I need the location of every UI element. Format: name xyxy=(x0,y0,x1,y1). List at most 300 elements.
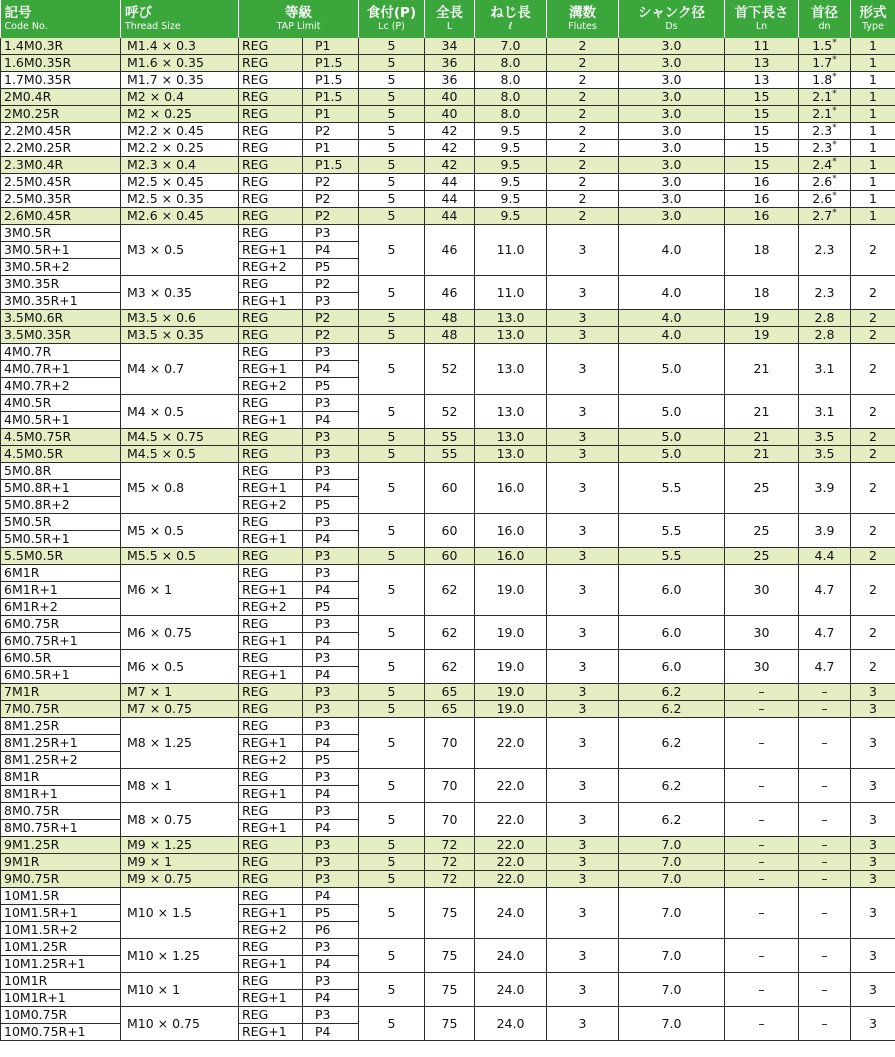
neck-length-cell: 13 xyxy=(725,72,799,89)
neck-diameter-cell xyxy=(799,225,851,276)
tap-limit-p-cell: P5 xyxy=(303,905,359,922)
type-cell: 1 xyxy=(851,89,895,106)
chamfer-cell: 5 xyxy=(359,344,425,395)
code-cell: 5M0.8R+2 xyxy=(1,497,121,514)
code-cell: 6M0.75R+1 xyxy=(1,633,121,650)
length-cell: 44 xyxy=(425,208,475,225)
neck-diameter-cell xyxy=(799,769,851,803)
thread-length-cell: 9.5 xyxy=(475,208,547,225)
tap-limit-grade-cell: REG xyxy=(239,718,303,735)
length-cell: 46 xyxy=(425,225,475,276)
tap-limit-p-cell: P3 xyxy=(303,718,359,735)
tap-limit-p-cell: P1 xyxy=(303,106,359,123)
flutes-cell: 3 xyxy=(547,803,619,837)
shank-cell: 3.0 xyxy=(619,174,725,191)
neck-diameter-cell xyxy=(799,871,851,888)
length-cell: 34 xyxy=(425,38,475,55)
length-cell: 62 xyxy=(425,616,475,650)
type-cell: 1 xyxy=(851,208,895,225)
neck-diameter-value: – xyxy=(821,837,828,852)
code-cell: 6M0.75R xyxy=(1,616,121,633)
neck-length-cell: 15 xyxy=(725,157,799,174)
shank-cell: 3.0 xyxy=(619,140,725,157)
tap-limit-grade-cell: REG+1 xyxy=(239,956,303,973)
neck-diameter-cell xyxy=(799,429,851,446)
neck-diameter-value: 2.1 xyxy=(812,89,833,104)
shank-cell: 5.5 xyxy=(619,463,725,514)
asterisk-mark: * xyxy=(832,190,837,201)
tap-limit-grade-cell: REG+1 xyxy=(239,531,303,548)
shank-cell: 4.0 xyxy=(619,310,725,327)
tap-limit-p-cell: P2 xyxy=(303,327,359,344)
neck-length-cell: 18 xyxy=(725,225,799,276)
table-row xyxy=(1,684,895,701)
neck-length-cell: – xyxy=(725,718,799,769)
flutes-cell: 3 xyxy=(547,769,619,803)
table-row xyxy=(1,616,895,633)
code-cell: 4.5M0.5R xyxy=(1,446,121,463)
tap-limit-grade-cell: REG xyxy=(239,310,303,327)
flutes-cell: 3 xyxy=(547,446,619,463)
thread-length-cell: 8.0 xyxy=(475,55,547,72)
thread-size-cell: M2 × 0.25 xyxy=(121,106,239,123)
tap-limit-grade-cell: REG+1 xyxy=(239,582,303,599)
tap-limit-grade-cell: REG+2 xyxy=(239,752,303,769)
tap-limit-p-cell: P3 xyxy=(303,684,359,701)
tap-limit-grade-cell: REG+1 xyxy=(239,820,303,837)
neck-length-cell: 21 xyxy=(725,395,799,429)
neck-diameter-cell xyxy=(799,684,851,701)
thread-length-cell: 22.0 xyxy=(475,718,547,769)
table-row xyxy=(1,565,895,582)
shank-cell: 7.0 xyxy=(619,888,725,939)
chamfer-cell: 5 xyxy=(359,650,425,684)
neck-diameter-cell xyxy=(799,38,851,55)
thread-size-cell: M10 × 1.5 xyxy=(121,888,239,939)
neck-diameter-value: – xyxy=(821,981,828,997)
asterisk-mark: * xyxy=(832,54,837,65)
neck-diameter-value: 2.3 xyxy=(812,123,833,138)
code-cell: 10M1R+1 xyxy=(1,990,121,1007)
thread-size-cell: M3.5 × 0.6 xyxy=(121,310,239,327)
tap-limit-grade-cell: REG+1 xyxy=(239,361,303,378)
neck-diameter-cell xyxy=(799,514,851,548)
thread-length-cell: 22.0 xyxy=(475,871,547,888)
chamfer-cell: 5 xyxy=(359,684,425,701)
code-cell: 4M0.7R xyxy=(1,344,121,361)
neck-diameter-cell xyxy=(799,565,851,616)
shank-cell: 5.0 xyxy=(619,429,725,446)
shank-cell: 5.5 xyxy=(619,548,725,565)
neck-diameter-value: 2.6 xyxy=(812,191,833,206)
tap-limit-p-cell: P1.5 xyxy=(303,55,359,72)
code-cell: 3.5M0.6R xyxy=(1,310,121,327)
table-row xyxy=(1,514,895,531)
type-cell: 2 xyxy=(851,344,895,395)
code-cell: 8M0.75R xyxy=(1,803,121,820)
table-row xyxy=(1,548,895,565)
shank-cell: 4.0 xyxy=(619,225,725,276)
tap-limit-grade-cell: REG+1 xyxy=(239,905,303,922)
tap-limit-p-cell: P4 xyxy=(303,412,359,429)
tap-limit-p-cell: P3 xyxy=(303,446,359,463)
thread-length-cell: 19.0 xyxy=(475,565,547,616)
type-cell: 2 xyxy=(851,310,895,327)
tap-limit-p-cell: P6 xyxy=(303,922,359,939)
flutes-cell: 3 xyxy=(547,344,619,395)
type-cell: 1 xyxy=(851,174,895,191)
table-row xyxy=(1,871,895,888)
length-cell: 62 xyxy=(425,565,475,616)
code-cell: 8M1.25R+2 xyxy=(1,752,121,769)
neck-diameter-value: 1.5 xyxy=(812,38,833,53)
tap-limit-p-cell: P5 xyxy=(303,497,359,514)
tap-limit-grade-cell: REG xyxy=(239,854,303,871)
code-cell: 9M1R xyxy=(1,854,121,871)
neck-length-cell: – xyxy=(725,939,799,973)
code-cell: 2M0.25R xyxy=(1,106,121,123)
length-cell: 72 xyxy=(425,871,475,888)
thread-length-cell: 13.0 xyxy=(475,310,547,327)
code-cell: 1.4M0.3R xyxy=(1,38,121,55)
neck-diameter-value: 2.8 xyxy=(814,327,835,342)
thread-length-cell: 8.0 xyxy=(475,72,547,89)
code-cell: 2.3M0.4R xyxy=(1,157,121,174)
neck-diameter-value: 3.9 xyxy=(814,480,835,495)
flutes-cell: 3 xyxy=(547,395,619,429)
type-cell: 1 xyxy=(851,72,895,89)
table-row xyxy=(1,276,895,293)
table-row xyxy=(1,446,895,463)
table-row xyxy=(1,140,895,157)
tap-limit-p-cell: P4 xyxy=(303,480,359,497)
tap-limit-p-cell: P5 xyxy=(303,378,359,395)
thread-size-cell: M10 × 1 xyxy=(121,973,239,1007)
tap-limit-grade-cell: REG xyxy=(239,769,303,786)
table-row xyxy=(1,769,895,786)
flutes-cell: 3 xyxy=(547,854,619,871)
thread-size-cell: M1.4 × 0.3 xyxy=(121,38,239,55)
type-cell: 2 xyxy=(851,514,895,548)
type-cell: 3 xyxy=(851,684,895,701)
header-chamfer: 食付(P) Lc (P) xyxy=(359,0,425,38)
neck-diameter-cell xyxy=(799,803,851,837)
table-row xyxy=(1,1007,895,1024)
thread-size-cell: M2.5 × 0.35 xyxy=(121,191,239,208)
asterisk-mark: * xyxy=(832,207,837,218)
flutes-cell: 3 xyxy=(547,888,619,939)
length-cell: 62 xyxy=(425,650,475,684)
tap-limit-grade-cell: REG xyxy=(239,684,303,701)
shank-cell: 6.0 xyxy=(619,565,725,616)
shank-cell: 3.0 xyxy=(619,72,725,89)
length-cell: 75 xyxy=(425,1007,475,1041)
thread-size-cell: M3.5 × 0.35 xyxy=(121,327,239,344)
chamfer-cell: 5 xyxy=(359,871,425,888)
code-cell: 2.5M0.35R xyxy=(1,191,121,208)
tap-limit-grade-cell: REG xyxy=(239,973,303,990)
neck-diameter-value: 2.3 xyxy=(814,284,835,300)
neck-diameter-value: 2.1 xyxy=(812,106,833,121)
neck-length-cell: – xyxy=(725,871,799,888)
neck-diameter-value: – xyxy=(821,735,828,750)
code-cell: 4.5M0.75R xyxy=(1,429,121,446)
chamfer-cell: 5 xyxy=(359,123,425,140)
neck-diameter-value: 3.5 xyxy=(814,429,835,444)
tap-limit-p-cell: P2 xyxy=(303,310,359,327)
neck-diameter-cell xyxy=(799,344,851,395)
tap-limit-grade-cell: REG xyxy=(239,939,303,956)
length-cell: 70 xyxy=(425,718,475,769)
flutes-cell: 3 xyxy=(547,939,619,973)
flutes-cell: 2 xyxy=(547,157,619,174)
flutes-cell: 3 xyxy=(547,276,619,310)
shank-cell: 5.0 xyxy=(619,344,725,395)
neck-length-cell: 16 xyxy=(725,174,799,191)
neck-diameter-cell xyxy=(799,123,851,140)
tap-limit-grade-cell: REG+2 xyxy=(239,922,303,939)
neck-length-cell: – xyxy=(725,803,799,837)
neck-length-cell: 21 xyxy=(725,344,799,395)
neck-diameter-value: – xyxy=(821,854,828,869)
type-cell: 2 xyxy=(851,650,895,684)
type-cell: 2 xyxy=(851,616,895,650)
neck-diameter-value: 3.1 xyxy=(814,361,835,376)
flutes-cell: 2 xyxy=(547,38,619,55)
thread-length-cell: 22.0 xyxy=(475,803,547,837)
neck-diameter-value: 4.7 xyxy=(814,624,835,640)
asterisk-mark: * xyxy=(832,88,837,99)
thread-size-cell: M5.5 × 0.5 xyxy=(121,548,239,565)
neck-diameter-value: – xyxy=(821,811,828,827)
type-cell: 3 xyxy=(851,1007,895,1041)
tap-limit-grade-cell: REG xyxy=(239,429,303,446)
tap-limit-grade-cell: REG xyxy=(239,514,303,531)
tap-limit-p-cell: P2 xyxy=(303,123,359,140)
thread-length-cell: 24.0 xyxy=(475,939,547,973)
type-cell: 3 xyxy=(851,854,895,871)
thread-length-cell: 24.0 xyxy=(475,1007,547,1041)
shank-cell: 7.0 xyxy=(619,973,725,1007)
type-cell: 2 xyxy=(851,463,895,514)
shank-cell: 3.0 xyxy=(619,106,725,123)
type-cell: 3 xyxy=(851,837,895,854)
tap-limit-grade-cell: REG xyxy=(239,140,303,157)
tap-limit-grade-cell: REG xyxy=(239,395,303,412)
neck-diameter-value: 2.7 xyxy=(812,208,833,223)
tap-limit-p-cell: P3 xyxy=(303,344,359,361)
chamfer-cell: 5 xyxy=(359,769,425,803)
header-thread-size: 呼び Thread Size xyxy=(121,0,239,38)
flutes-cell: 3 xyxy=(547,837,619,854)
length-cell: 44 xyxy=(425,191,475,208)
neck-length-cell: 13 xyxy=(725,55,799,72)
thread-length-cell: 16.0 xyxy=(475,514,547,548)
code-cell: 10M0.75R xyxy=(1,1007,121,1024)
code-cell: 7M0.75R xyxy=(1,701,121,718)
neck-diameter-cell xyxy=(799,72,851,89)
neck-length-cell: – xyxy=(725,888,799,939)
header-length: 全長 L xyxy=(425,0,475,38)
tap-limit-p-cell: P4 xyxy=(303,956,359,973)
thread-length-cell: 7.0 xyxy=(475,38,547,55)
thread-length-cell: 13.0 xyxy=(475,344,547,395)
neck-diameter-cell xyxy=(799,191,851,208)
neck-length-cell: 30 xyxy=(725,650,799,684)
code-cell: 10M0.75R+1 xyxy=(1,1024,121,1041)
code-cell: 9M1.25R xyxy=(1,837,121,854)
length-cell: 65 xyxy=(425,684,475,701)
length-cell: 70 xyxy=(425,803,475,837)
tap-limit-grade-cell: REG xyxy=(239,191,303,208)
tap-limit-grade-cell: REG xyxy=(239,55,303,72)
type-cell: 2 xyxy=(851,565,895,616)
type-cell: 1 xyxy=(851,55,895,72)
table-row xyxy=(1,463,895,480)
thread-size-cell: M7 × 1 xyxy=(121,684,239,701)
neck-diameter-cell xyxy=(799,157,851,174)
neck-length-cell: 25 xyxy=(725,514,799,548)
thread-size-cell: M6 × 0.75 xyxy=(121,616,239,650)
neck-length-cell: 25 xyxy=(725,463,799,514)
table-row xyxy=(1,225,895,242)
code-cell: 8M0.75R+1 xyxy=(1,820,121,837)
thread-length-cell: 19.0 xyxy=(475,701,547,718)
length-cell: 52 xyxy=(425,344,475,395)
chamfer-cell: 5 xyxy=(359,276,425,310)
thread-size-cell: M10 × 1.25 xyxy=(121,939,239,973)
neck-diameter-cell xyxy=(799,446,851,463)
tap-limit-grade-cell: REG xyxy=(239,565,303,582)
neck-length-cell: 15 xyxy=(725,140,799,157)
thread-size-cell: M2 × 0.4 xyxy=(121,89,239,106)
neck-length-cell: – xyxy=(725,769,799,803)
header-thread-length: ねじ長 ℓ xyxy=(475,0,547,38)
thread-size-cell: M2.5 × 0.45 xyxy=(121,174,239,191)
tap-limit-p-cell: P4 xyxy=(303,531,359,548)
tap-limit-grade-cell: REG xyxy=(239,1007,303,1024)
neck-length-cell: 15 xyxy=(725,123,799,140)
thread-size-cell: M9 × 0.75 xyxy=(121,871,239,888)
neck-diameter-cell xyxy=(799,55,851,72)
tap-limit-grade-cell: REG+2 xyxy=(239,599,303,616)
code-cell: 5M0.8R+1 xyxy=(1,480,121,497)
code-cell: 8M1.25R+1 xyxy=(1,735,121,752)
table-row xyxy=(1,72,895,89)
length-cell: 60 xyxy=(425,514,475,548)
type-cell: 2 xyxy=(851,225,895,276)
length-cell: 65 xyxy=(425,701,475,718)
tap-limit-p-cell: P4 xyxy=(303,990,359,1007)
tap-limit-grade-cell: REG+1 xyxy=(239,480,303,497)
type-cell: 1 xyxy=(851,140,895,157)
code-cell: 6M1R xyxy=(1,565,121,582)
neck-diameter-cell xyxy=(799,650,851,684)
thread-length-cell: 24.0 xyxy=(475,973,547,1007)
chamfer-cell: 5 xyxy=(359,157,425,174)
shank-cell: 3.0 xyxy=(619,38,725,55)
neck-diameter-value: 3.1 xyxy=(814,403,835,419)
neck-length-cell: 19 xyxy=(725,310,799,327)
chamfer-cell: 5 xyxy=(359,208,425,225)
header-type: 形式 Type xyxy=(851,0,895,38)
thread-size-cell: M4.5 × 0.5 xyxy=(121,446,239,463)
code-cell: 2.2M0.45R xyxy=(1,123,121,140)
length-cell: 70 xyxy=(425,769,475,803)
tap-limit-p-cell: P4 xyxy=(303,242,359,259)
tap-limit-p-cell: P3 xyxy=(303,854,359,871)
tap-limit-p-cell: P3 xyxy=(303,616,359,633)
neck-length-cell: 21 xyxy=(725,446,799,463)
neck-diameter-value: 2.3 xyxy=(812,140,833,155)
flutes-cell: 3 xyxy=(547,463,619,514)
code-cell: 3M0.5R+2 xyxy=(1,259,121,276)
shank-cell: 4.0 xyxy=(619,276,725,310)
neck-diameter-cell xyxy=(799,276,851,310)
neck-length-cell: 11 xyxy=(725,38,799,55)
length-cell: 75 xyxy=(425,973,475,1007)
tap-limit-grade-cell: REG xyxy=(239,548,303,565)
chamfer-cell: 5 xyxy=(359,191,425,208)
neck-diameter-value: – xyxy=(821,905,828,920)
type-cell: 3 xyxy=(851,803,895,837)
header-tap-limit: 等級 TAP Limit xyxy=(239,0,359,38)
asterisk-mark: * xyxy=(832,71,837,82)
flutes-cell: 3 xyxy=(547,514,619,548)
tap-limit-p-cell: P3 xyxy=(303,803,359,820)
tap-limit-grade-cell: REG xyxy=(239,650,303,667)
thread-length-cell: 19.0 xyxy=(475,616,547,650)
tap-limit-p-cell: P3 xyxy=(303,837,359,854)
tap-limit-grade-cell: REG+1 xyxy=(239,990,303,1007)
flutes-cell: 3 xyxy=(547,327,619,344)
thread-length-cell: 19.0 xyxy=(475,684,547,701)
length-cell: 36 xyxy=(425,55,475,72)
tap-limit-p-cell: P4 xyxy=(303,633,359,650)
thread-size-cell: M2.6 × 0.45 xyxy=(121,208,239,225)
neck-diameter-value: – xyxy=(821,1015,828,1031)
code-cell: 6M1R+1 xyxy=(1,582,121,599)
chamfer-cell: 5 xyxy=(359,463,425,514)
length-cell: 60 xyxy=(425,548,475,565)
shank-cell: 5.0 xyxy=(619,446,725,463)
flutes-cell: 3 xyxy=(547,701,619,718)
table-row xyxy=(1,327,895,344)
chamfer-cell: 5 xyxy=(359,89,425,106)
thread-length-cell: 8.0 xyxy=(475,106,547,123)
type-cell: 1 xyxy=(851,191,895,208)
tap-limit-p-cell: P1.5 xyxy=(303,89,359,106)
tap-limit-p-cell: P4 xyxy=(303,1024,359,1041)
chamfer-cell: 5 xyxy=(359,854,425,871)
thread-size-cell: M8 × 1 xyxy=(121,769,239,803)
chamfer-cell: 5 xyxy=(359,616,425,650)
header-flutes: 溝数 Flutes xyxy=(547,0,619,38)
flutes-cell: 3 xyxy=(547,429,619,446)
length-cell: 75 xyxy=(425,888,475,939)
code-cell: 10M1.25R+1 xyxy=(1,956,121,973)
thread-size-cell: M7 × 0.75 xyxy=(121,701,239,718)
length-cell: 52 xyxy=(425,395,475,429)
chamfer-cell: 5 xyxy=(359,106,425,123)
thread-length-cell: 13.0 xyxy=(475,446,547,463)
type-cell: 3 xyxy=(851,888,895,939)
thread-length-cell: 9.5 xyxy=(475,157,547,174)
code-cell: 2.2M0.25R xyxy=(1,140,121,157)
thread-length-cell: 19.0 xyxy=(475,650,547,684)
thread-size-cell: M6 × 0.5 xyxy=(121,650,239,684)
tap-limit-p-cell: P4 xyxy=(303,582,359,599)
